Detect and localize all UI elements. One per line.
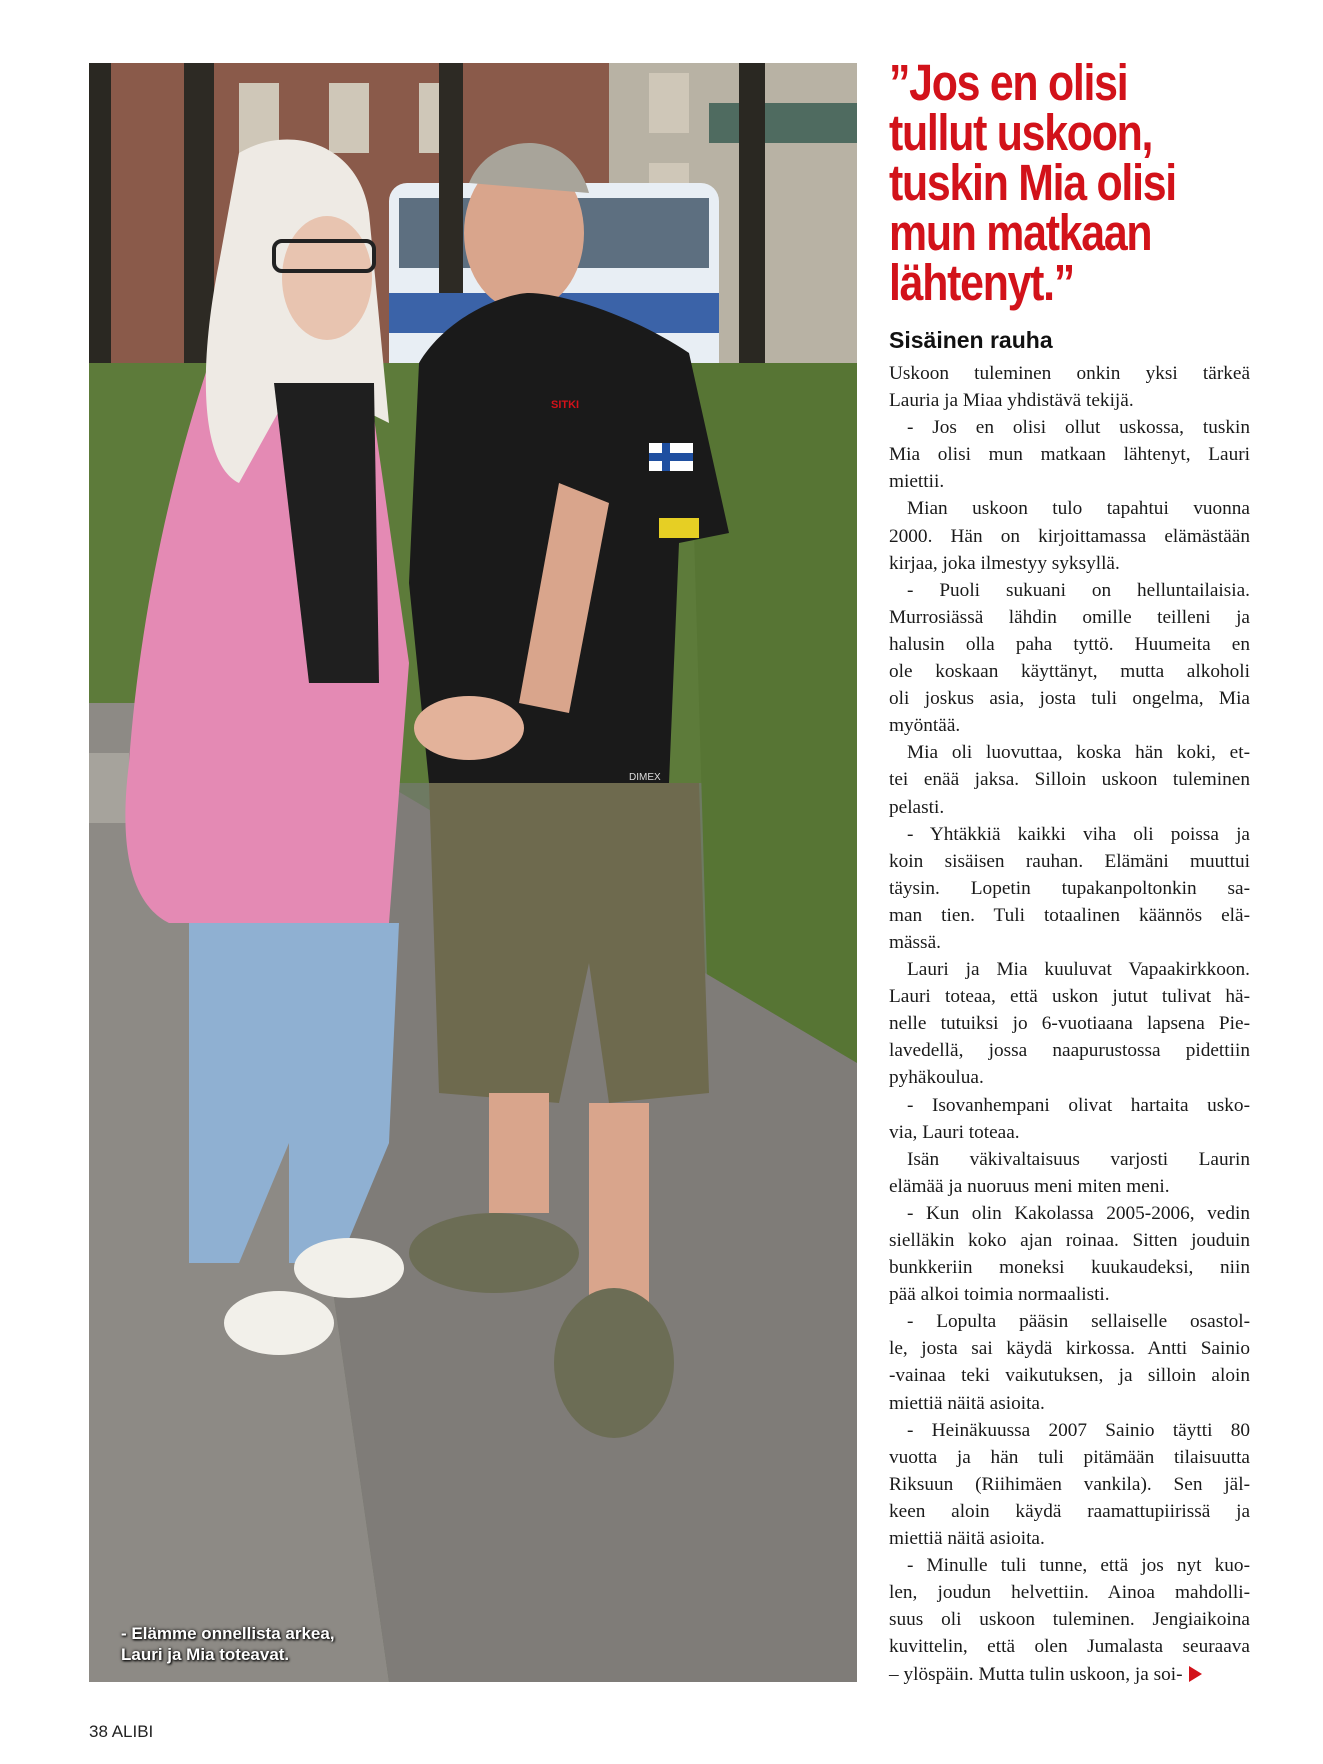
- body-line: - Lopulta pääsin sellaiselle osastol-: [907, 1311, 1250, 1333]
- body-line: Mia oli luovuttaa, koska hän koki, et-: [907, 742, 1250, 764]
- body-line: Mia olisi mun matkaan lähtenyt, Lauri: [889, 444, 1250, 466]
- photo-caption: [121, 1623, 335, 1665]
- body-line: Lauri toteaa, että uskon jutut tulivat hä-: [889, 986, 1250, 1008]
- body-line: - Minulle tuli tunne, että jos nyt kuo-: [907, 1555, 1250, 1577]
- body-line: - Puoli sukuani on helluntailaisia.: [907, 579, 1250, 601]
- body-line: halusin olla paha tyttö. Huumeita en: [889, 633, 1250, 655]
- body-line: miettiä näitä asioita.: [889, 1392, 1045, 1414]
- body-line: Lauri ja Mia kuuluvat Vapaakirkkoon.: [907, 959, 1250, 981]
- body-line: lavedellä, jossa naapurustossa pidettiin: [889, 1040, 1250, 1062]
- body-line: ole koskaan käyttänyt, mutta alkoholi: [889, 661, 1250, 683]
- body-line: elämää ja nuoruus meni miten meni.: [889, 1175, 1170, 1197]
- body-line: Riksuun (Riihimäen vankila). Sen jäl-: [889, 1473, 1250, 1495]
- body-line: pyhäkoulua.: [889, 1067, 984, 1089]
- pull-quote: [889, 54, 1250, 311]
- body-line: suus oli uskoon tuleminen. Jengiaikoina: [889, 1609, 1250, 1631]
- body-line: Murrosiässä lähdin omille teilleni ja: [889, 606, 1250, 628]
- pull-quote-line: lähtenyt.”: [889, 254, 1074, 311]
- body-line: -vainaa teki vaikutuksen, ja silloin aloin: [889, 1365, 1250, 1387]
- pull-quote-line: tuskin Mia olisi: [889, 154, 1176, 211]
- body-line: oli joskus asia, josta tuli ongelma, Mia: [889, 688, 1250, 710]
- section-subhead: Sisäinen rauha: [889, 327, 1053, 353]
- photo-illustration: [89, 63, 857, 1682]
- body-line: – ylöspäin. Mutta tulin uskoon, ja soi-: [889, 1661, 1250, 1688]
- article-photo: [89, 63, 857, 1682]
- continue-arrow-icon: [1189, 1666, 1202, 1682]
- body-line: man tien. Tuli totaalinen käännös elä-: [889, 904, 1250, 926]
- body-line: le, josta sai käydä kirkossa. Antti Sainio: [889, 1338, 1250, 1360]
- body-line: - Kun olin Kakolassa 2005-2006, vedin: [907, 1202, 1250, 1224]
- body-line: myöntää.: [889, 715, 961, 737]
- body-line: miettiä näitä asioita.: [889, 1528, 1045, 1550]
- body-line: nelle tutuiksi jo 6-vuotiaana lapsena Pie-: [889, 1013, 1250, 1035]
- body-line: via, Lauri toteaa.: [889, 1121, 1020, 1143]
- body-line: Isän väkivaltaisuus varjosti Laurin: [907, 1148, 1250, 1170]
- page-folio: 38 ALIBI: [89, 1722, 154, 1741]
- caption-line: - Elämme onnellista arkea,: [121, 1624, 335, 1643]
- article-column: [889, 54, 1250, 1688]
- body-line: - Heinäkuussa 2007 Sainio täytti 80: [907, 1419, 1250, 1441]
- body-line: pää alkoi toimia normaalisti.: [889, 1284, 1110, 1306]
- svg-text:SITKI: SITKI: [551, 399, 580, 411]
- body-line: vuotta ja hän tuli pitämään tilaisuutta: [889, 1446, 1250, 1468]
- body-line: - Yhtäkkiä kaikki viha oli poissa ja: [907, 823, 1250, 845]
- body-line: - Isovanhempani olivat hartaita usko-: [907, 1094, 1250, 1116]
- body-line: pelasti.: [889, 796, 945, 818]
- body-line: tei enää jaksa. Silloin uskoon tuleminen: [889, 769, 1250, 791]
- body-line: Uskoon tuleminen onkin yksi tärkeä: [889, 363, 1250, 384]
- article-body: [889, 360, 1250, 1688]
- pull-quote-line: ”Jos en olisi: [889, 54, 1128, 111]
- body-line: kirjaa, joka ilmestyy syksyllä.: [889, 552, 1120, 574]
- body-line: kuvittelin, että olen Jumalasta seuraava: [889, 1636, 1250, 1658]
- body-line: Lauria ja Miaa yhdistävä tekijä.: [889, 390, 1134, 412]
- body-line: sielläkin koko ajan roinaa. Sitten jouduin: [889, 1230, 1250, 1251]
- pull-quote-line: tullut uskoon,: [889, 104, 1153, 161]
- svg-text:DIMEX: DIMEX: [629, 772, 661, 783]
- body-line: täysin. Lopetin tupakanpoltonkin sa-: [889, 877, 1250, 899]
- body-line: len, joudun helvettiin. Ainoa mahdolli-: [889, 1582, 1250, 1604]
- body-line: mässä.: [889, 931, 941, 953]
- body-line: 2000. Hän on kirjoittamassa elämästään: [889, 525, 1250, 547]
- body-line: koin sisäisen rauhan. Elämäni muuttui: [889, 850, 1250, 872]
- body-line: miettii.: [889, 471, 945, 493]
- body-line: bunkkeriin moneksi kuukaudeksi, niin: [889, 1257, 1250, 1279]
- body-line: keen aloin käydä raamattupiirissä ja: [889, 1500, 1250, 1522]
- body-line: Mian uskoon tulo tapahtui vuonna: [907, 498, 1250, 520]
- caption-line: Lauri ja Mia toteavat.: [121, 1645, 290, 1664]
- pull-quote-line: mun matkaan: [889, 204, 1152, 261]
- body-line: - Jos en olisi ollut uskossa, tuskin: [907, 417, 1250, 439]
